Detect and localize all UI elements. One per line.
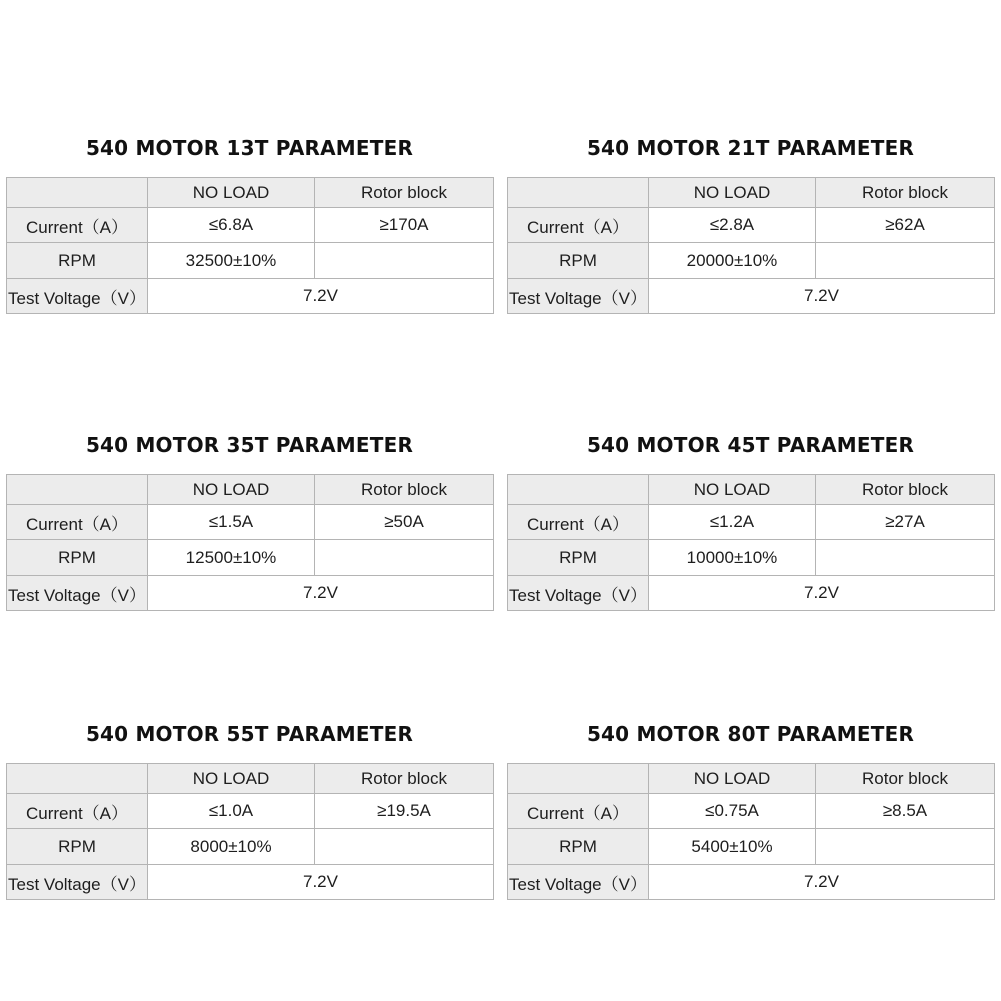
header-empty-cell [508,178,649,208]
current-no-load-value: ≤1.5A [148,505,315,540]
table-row [508,576,995,611]
card-title: 540 MOTOR 21T PARAMETER [586,136,915,160]
test-voltage-value: 7.2V [148,279,494,314]
test-voltage-value: 7.2V [148,576,494,611]
test-voltage-value: 7.2V [148,865,494,900]
header-rotor-block: Rotor block [816,764,995,794]
current-rotor-block-value: ≥8.5A [816,794,995,829]
parameter-table [507,763,995,900]
row-label-rpm: RPM [508,243,649,279]
current-no-load-value: ≤1.2A [649,505,816,540]
header-empty-cell [508,475,649,505]
table-row [7,243,494,279]
current-rotor-block-value: ≥50A [315,505,494,540]
row-label-rpm: RPM [7,540,148,576]
table-row [508,208,995,243]
rpm-no-load-value: 5400±10% [649,829,816,865]
table-row [7,794,494,829]
table-row [7,576,494,611]
header-empty-cell [7,475,148,505]
row-label-rpm: RPM [7,243,148,279]
row-label-rpm: RPM [508,829,649,865]
table-row [508,865,995,900]
table-row [508,829,995,865]
header-rotor-block: Rotor block [315,764,494,794]
rpm-rotor-block-value [315,243,494,279]
header-no-load: NO LOAD [649,178,816,208]
table-header-row [508,178,995,208]
table-row [7,279,494,314]
row-label-rpm: RPM [508,540,649,576]
header-rotor-block: Rotor block [315,475,494,505]
header-no-load: NO LOAD [649,475,816,505]
current-no-load-value: ≤2.8A [649,208,816,243]
header-rotor-block: Rotor block [816,178,995,208]
parameter-table [507,177,995,314]
table-header-row [7,178,494,208]
table-header-row [508,475,995,505]
row-label-test-voltage: Test Voltage（V） [508,279,649,314]
row-label-test-voltage: Test Voltage（V） [7,576,148,611]
row-label-rpm: RPM [7,829,148,865]
table-row [7,829,494,865]
current-rotor-block-value: ≥62A [816,208,995,243]
current-no-load-value: ≤1.0A [148,794,315,829]
row-label-test-voltage: Test Voltage（V） [508,576,649,611]
test-voltage-value: 7.2V [649,279,995,314]
card-title: 540 MOTOR 45T PARAMETER [586,433,915,457]
rpm-rotor-block-value [315,829,494,865]
row-label-current: Current（A） [7,505,148,540]
current-rotor-block-value: ≥170A [315,208,494,243]
rpm-rotor-block-value [816,540,995,576]
card-title: 540 MOTOR 13T PARAMETER [85,136,414,160]
card-title: 540 MOTOR 35T PARAMETER [85,433,414,457]
rpm-no-load-value: 12500±10% [148,540,315,576]
header-empty-cell [508,764,649,794]
test-voltage-value: 7.2V [649,865,995,900]
rpm-no-load-value: 10000±10% [649,540,816,576]
header-rotor-block: Rotor block [315,178,494,208]
table-row [7,208,494,243]
table-row [508,279,995,314]
table-header-row [7,475,494,505]
rpm-no-load-value: 8000±10% [148,829,315,865]
table-row [508,540,995,576]
table-row [508,243,995,279]
header-empty-cell [7,764,148,794]
header-no-load: NO LOAD [649,764,816,794]
current-no-load-value: ≤0.75A [649,794,816,829]
row-label-current: Current（A） [508,794,649,829]
parameter-table [6,763,494,900]
parameter-table [6,474,494,611]
row-label-current: Current（A） [7,794,148,829]
card-title: 540 MOTOR 55T PARAMETER [85,722,414,746]
table-row [508,794,995,829]
header-no-load: NO LOAD [148,764,315,794]
row-label-current: Current（A） [7,208,148,243]
header-empty-cell [7,178,148,208]
parameter-table [6,177,494,314]
current-rotor-block-value: ≥27A [816,505,995,540]
table-header-row [508,764,995,794]
row-label-current: Current（A） [508,208,649,243]
table-row [7,865,494,900]
row-label-test-voltage: Test Voltage（V） [7,865,148,900]
table-header-row [7,764,494,794]
row-label-test-voltage: Test Voltage（V） [508,865,649,900]
row-label-test-voltage: Test Voltage（V） [7,279,148,314]
header-rotor-block: Rotor block [816,475,995,505]
current-rotor-block-value: ≥19.5A [315,794,494,829]
table-row [7,540,494,576]
card-title: 540 MOTOR 80T PARAMETER [586,722,915,746]
header-no-load: NO LOAD [148,475,315,505]
rpm-rotor-block-value [315,540,494,576]
test-voltage-value: 7.2V [649,576,995,611]
header-no-load: NO LOAD [148,178,315,208]
rpm-no-load-value: 32500±10% [148,243,315,279]
current-no-load-value: ≤6.8A [148,208,315,243]
rpm-rotor-block-value [816,243,995,279]
row-label-current: Current（A） [508,505,649,540]
table-row [7,505,494,540]
rpm-rotor-block-value [816,829,995,865]
parameter-table [507,474,995,611]
table-row [508,505,995,540]
rpm-no-load-value: 20000±10% [649,243,816,279]
